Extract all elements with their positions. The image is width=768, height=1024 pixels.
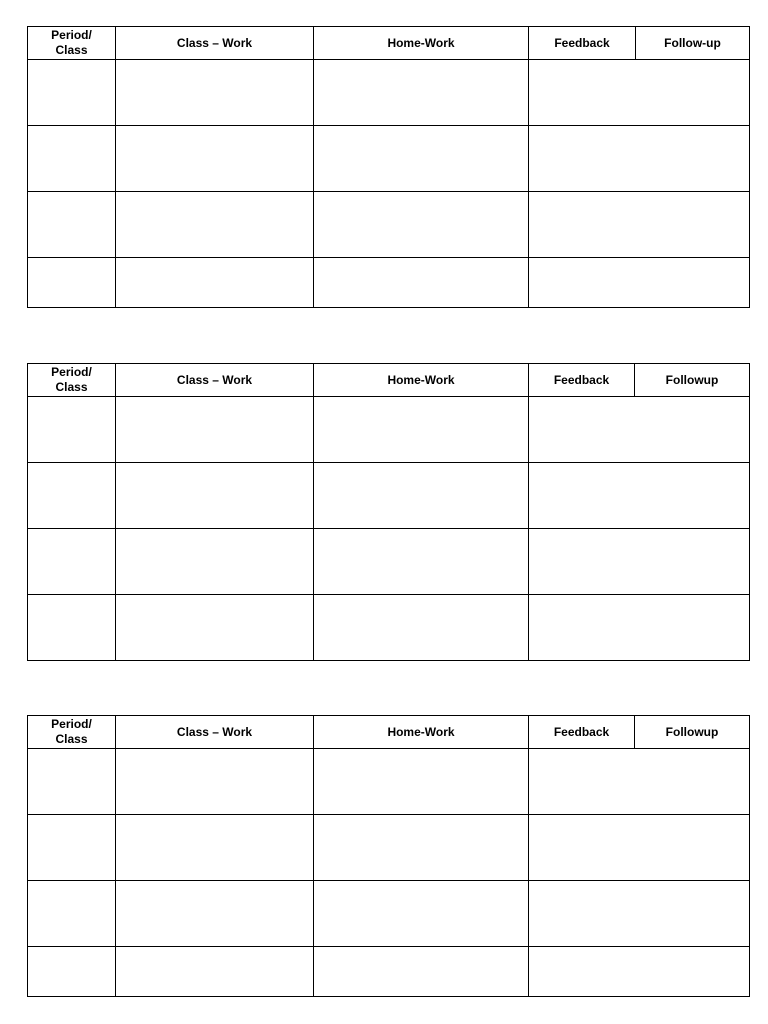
period-class-cell[interactable] <box>28 595 116 661</box>
feedback-follow-up-cell[interactable] <box>529 529 750 595</box>
home-work-cell[interactable] <box>314 397 529 463</box>
class-work-cell[interactable] <box>116 126 314 192</box>
header-period-class: Period/ Class <box>28 364 116 397</box>
period-class-cell[interactable] <box>28 60 116 126</box>
period-class-cell[interactable] <box>28 529 116 595</box>
table-row <box>28 881 750 947</box>
class-work-cell[interactable] <box>116 749 314 815</box>
class-work-cell[interactable] <box>116 815 314 881</box>
home-work-cell[interactable] <box>314 258 529 308</box>
table-row <box>28 947 750 997</box>
feedback-follow-up-cell[interactable] <box>529 126 750 192</box>
home-work-cell[interactable] <box>314 595 529 661</box>
class-work-cell[interactable] <box>116 529 314 595</box>
header-feedback: Feedback <box>529 364 635 397</box>
table-row <box>28 397 750 463</box>
header-home-work: Home-Work <box>314 27 529 60</box>
table-row <box>28 749 750 815</box>
header-class-work: Class – Work <box>116 27 314 60</box>
header-follow-up: Follow-up <box>636 27 750 60</box>
feedback-follow-up-cell[interactable] <box>529 595 750 661</box>
home-work-cell[interactable] <box>314 815 529 881</box>
period-class-cell[interactable] <box>28 749 116 815</box>
table-row <box>28 60 750 126</box>
feedback-follow-up-cell[interactable] <box>529 192 750 258</box>
feedback-follow-up-cell[interactable] <box>529 60 750 126</box>
header-home-work: Home-Work <box>314 716 529 749</box>
home-work-cell[interactable] <box>314 749 529 815</box>
header-home-work: Home-Work <box>314 364 529 397</box>
feedback-follow-up-cell[interactable] <box>529 258 750 308</box>
period-class-cell[interactable] <box>28 258 116 308</box>
feedback-follow-up-cell[interactable] <box>529 881 750 947</box>
class-work-cell[interactable] <box>116 463 314 529</box>
table-row <box>28 815 750 881</box>
table-row <box>28 595 750 661</box>
worksheet-table-3 <box>27 715 750 997</box>
home-work-cell[interactable] <box>314 192 529 258</box>
period-class-cell[interactable] <box>28 815 116 881</box>
class-work-cell[interactable] <box>116 947 314 997</box>
class-work-cell[interactable] <box>116 881 314 947</box>
table-row <box>28 126 750 192</box>
period-class-cell[interactable] <box>28 881 116 947</box>
period-class-cell[interactable] <box>28 397 116 463</box>
header-class-work: Class – Work <box>116 716 314 749</box>
header-feedback: Feedback <box>529 716 635 749</box>
header-class-work: Class – Work <box>116 364 314 397</box>
period-class-cell[interactable] <box>28 463 116 529</box>
header-follow-up: Followup <box>635 364 750 397</box>
feedback-follow-up-cell[interactable] <box>529 397 750 463</box>
period-class-cell[interactable] <box>28 947 116 997</box>
period-class-cell[interactable] <box>28 126 116 192</box>
period-class-cell[interactable] <box>28 192 116 258</box>
class-work-cell[interactable] <box>116 595 314 661</box>
table-row <box>28 258 750 308</box>
table-row <box>28 463 750 529</box>
home-work-cell[interactable] <box>314 947 529 997</box>
feedback-follow-up-cell[interactable] <box>529 463 750 529</box>
table-row <box>28 529 750 595</box>
header-period-class: Period/ Class <box>28 716 116 749</box>
feedback-follow-up-cell[interactable] <box>529 749 750 815</box>
feedback-follow-up-cell[interactable] <box>529 815 750 881</box>
class-work-cell[interactable] <box>116 258 314 308</box>
class-work-cell[interactable] <box>116 60 314 126</box>
table-row <box>28 192 750 258</box>
header-feedback: Feedback <box>529 27 636 60</box>
header-row <box>28 716 750 749</box>
home-work-cell[interactable] <box>314 126 529 192</box>
class-work-cell[interactable] <box>116 192 314 258</box>
header-row <box>28 27 750 60</box>
home-work-cell[interactable] <box>314 529 529 595</box>
class-work-cell[interactable] <box>116 397 314 463</box>
home-work-cell[interactable] <box>314 463 529 529</box>
header-period-class: Period/ Class <box>28 27 116 60</box>
home-work-cell[interactable] <box>314 60 529 126</box>
header-row <box>28 364 750 397</box>
header-follow-up: Followup <box>635 716 750 749</box>
home-work-cell[interactable] <box>314 881 529 947</box>
worksheet-table-2 <box>27 363 750 661</box>
worksheet-table-1 <box>27 26 750 308</box>
feedback-follow-up-cell[interactable] <box>529 947 750 997</box>
